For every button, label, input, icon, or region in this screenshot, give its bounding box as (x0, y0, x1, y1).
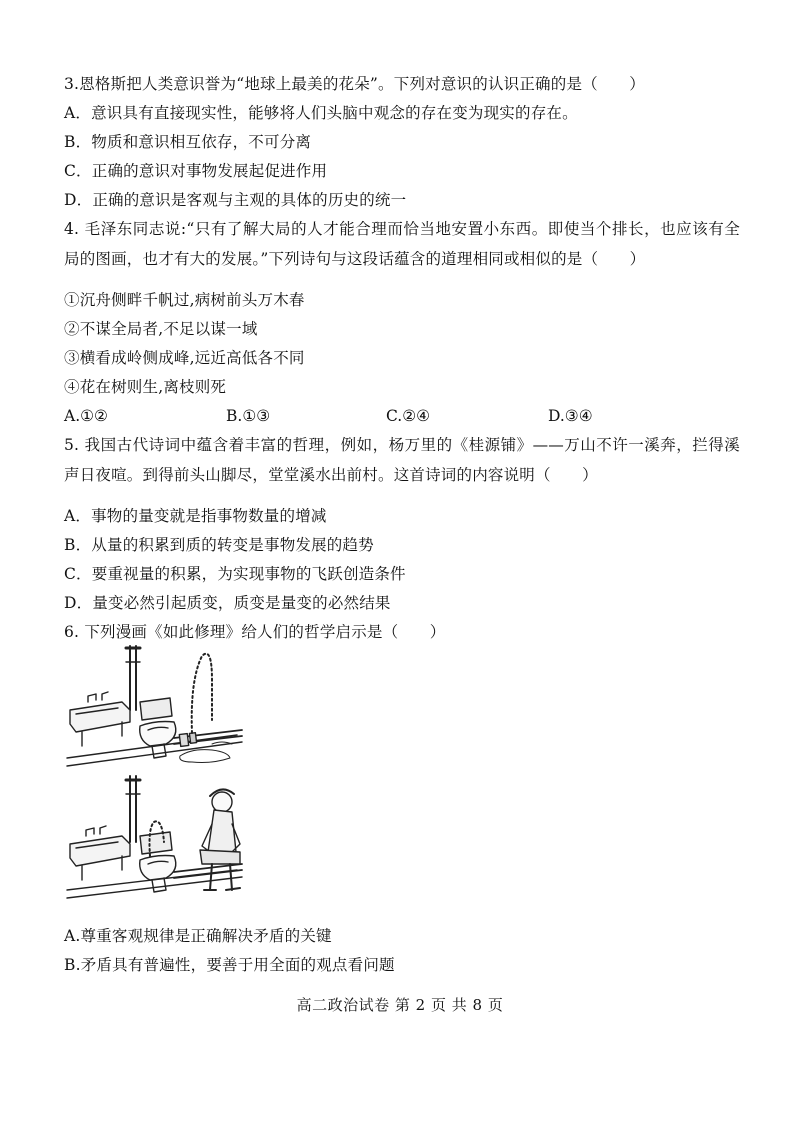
q6-stem: 6. 下列漫画《如此修理》给人们的哲学启示是（ ） (64, 623, 446, 641)
q4-item-2: ②不谋全局者,不足以谋一域 (64, 320, 258, 338)
q5-option-c: C．要重视量的积累，为实现事物的飞跃创造条件 (64, 565, 406, 583)
q5-option-a: A．事物的量变就是指事物数量的增减 (64, 507, 327, 525)
q4-choice-b: B.①③ (226, 407, 271, 425)
q4-stem: 4. 毛泽东同志说:“只有了解大局的人才能合理而恰当地安置小东西。即使当个排长，也应该有全局的图画，也才有大的发展。”下列诗句与这段话蕴含的道理相同或相似的是（ ） (64, 220, 740, 268)
q5-stem: 5. 我国古代诗词中蕴含着丰富的哲理，例如，杨万里的《桂源铺》——万山不许一溪奔，拦得溪声日夜喧。到得前头山脚尽，堂堂溪水出前村。这首诗词的内容说明（ ） (64, 436, 740, 484)
q4-choice-c: C.②④ (386, 407, 431, 425)
q5-option-d: D．量变必然引起质变，质变是量变的必然结果 (64, 594, 391, 612)
q3-stem: 3.恩格斯把人类意识誉为“地球上最美的花朵”。下列对意识的认识正确的是（ ） (64, 75, 645, 93)
q3-option-d: D．正确的意识是客观与主观的具体的历史的统一 (64, 191, 407, 209)
q4-choice-d: D.③④ (548, 407, 593, 425)
q3-option-a: A．意识具有直接现实性，能够将人们头脑中观念的存在变为现实的存在。 (64, 104, 578, 122)
cartoon-panel-leak-illustration (62, 640, 252, 775)
q5-option-b: B．从量的积累到质的转变是事物发展的趋势 (64, 536, 374, 554)
q4-item-3: ③横看成岭侧成峰,远近高低各不同 (64, 349, 305, 367)
page-footer: 高二政治试卷 第 2 页 共 8 页 (296, 996, 504, 1014)
q6-option-b: B.矛盾具有普遍性，要善于用全面的观点看问题 (64, 956, 395, 974)
q3-option-b: B．物质和意识相互依存，不可分离 (64, 133, 312, 151)
q4-item-4: ④花在树则生,离枝则死 (64, 378, 227, 396)
q4-choice-a: A.①② (64, 407, 108, 425)
cartoon-panel-repair-illustration (62, 772, 252, 912)
q6-option-a: A.尊重客观规律是正确解决矛盾的关键 (64, 927, 332, 945)
q4-item-1: ①沉舟侧畔千帆过,病树前头万木春 (64, 291, 305, 309)
q3-option-c: C．正确的意识对事物发展起促进作用 (64, 162, 328, 180)
